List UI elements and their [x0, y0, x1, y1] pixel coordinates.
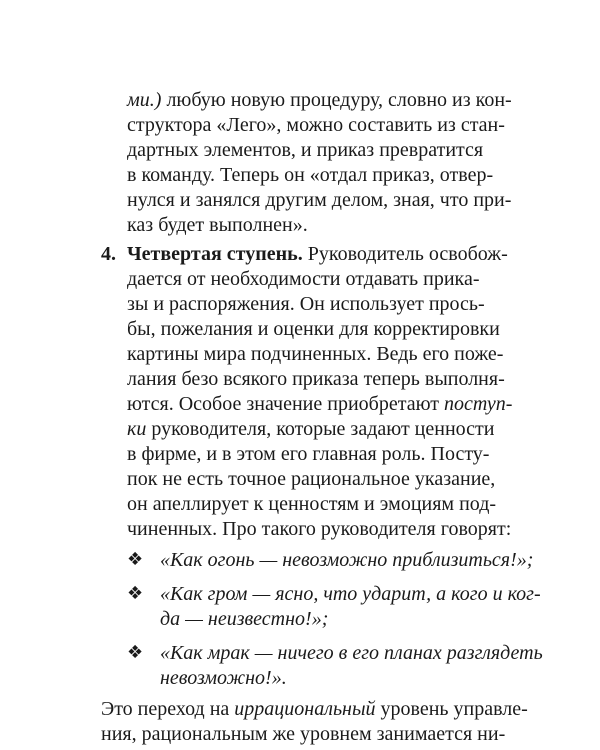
- quote-text: «Как мрак — ничего в его планах разглядеть: [160, 642, 543, 664]
- item-heading: Четвертая ступень.: [127, 243, 303, 265]
- diamond-bullet-icon: ❖: [127, 583, 144, 604]
- diamond-bullet-icon: ❖: [127, 549, 144, 570]
- text-line: в фирме, и в этом его главная роль. Посту-: [127, 443, 490, 465]
- quote-text: да — неизвестно!»;: [160, 608, 329, 630]
- text-line: пок не есть точное рациональное указание,: [127, 468, 496, 490]
- text-line: картины мира подчиненных. Ведь его поже-: [127, 343, 504, 365]
- text-line: зы и распоряжения. Он использует прось-: [127, 293, 485, 315]
- text-line: ми.) любую новую процедуру, словно из кон-: [127, 89, 512, 111]
- list-number: 4.: [101, 243, 116, 265]
- text-line: ки руководителя, которые задают ценности: [127, 418, 495, 440]
- quote-text: «Как огонь — невозможно приблизиться!»;: [160, 549, 534, 571]
- text-line: бы, пожелания и оценки для корректировки: [127, 318, 500, 340]
- text-line: Это переход на иррациональный уровень управле-: [101, 698, 528, 720]
- text-line: нулся и занялся другим делом, зная, что при-: [127, 189, 512, 211]
- text-line: чиненных. Про такого руководителя говорят:: [127, 518, 512, 540]
- diamond-bullet-icon: ❖: [127, 642, 144, 663]
- quote-text: «Как гром — ясно, что ударит, а кого и ког-: [160, 583, 541, 605]
- text-line: Четвертая ступень. Руководитель освобож-: [127, 243, 508, 265]
- text-line: в команду. Теперь он «отдал приказ, отвер-: [127, 164, 494, 186]
- text-line: каз будет выполнен».: [127, 214, 308, 236]
- text-line: структора «Лего», можно составить из стан-: [127, 114, 505, 136]
- text-line: дартных элементов, и приказ превратится: [127, 139, 484, 161]
- quote-text: невозможно!».: [160, 667, 287, 689]
- text-line: он апеллирует к ценностям и эмоциям под-: [127, 493, 497, 515]
- text-line: лания безо всякого приказа теперь выполня-: [127, 368, 505, 390]
- text-line: ния, рациональным же уровнем занимается ни-: [101, 723, 506, 745]
- text-line: дается от необходимости отдавать прика-: [127, 268, 480, 290]
- text-line: ются. Особое значение приобретают поступ-: [127, 393, 513, 415]
